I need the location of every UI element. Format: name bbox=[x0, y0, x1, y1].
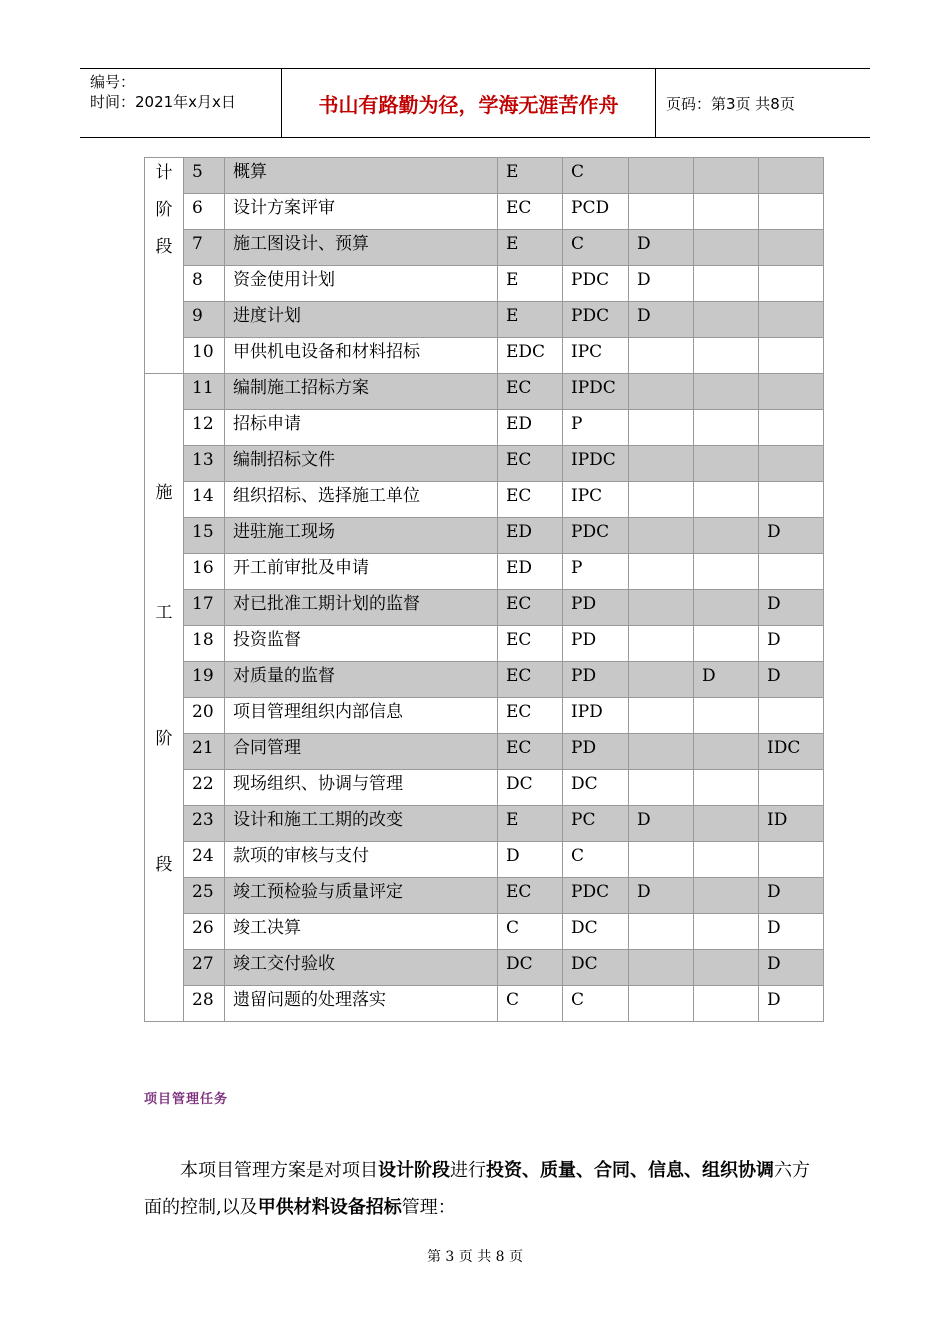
para-text-4: 管理： bbox=[401, 1197, 456, 1218]
cell-c4 bbox=[694, 770, 759, 806]
cell-c1: D bbox=[498, 842, 563, 878]
cell-c2: PDC bbox=[563, 266, 629, 302]
cell-task: 进驻施工现场 bbox=[225, 518, 498, 554]
cell-c5 bbox=[759, 410, 824, 446]
cell-no: 24 bbox=[184, 842, 225, 878]
cell-c5 bbox=[759, 194, 824, 230]
cell-c1: ED bbox=[498, 518, 563, 554]
cell-no: 11 bbox=[184, 374, 225, 410]
cell-c1: DC bbox=[498, 950, 563, 986]
page-header bbox=[80, 68, 870, 138]
cell-c4: D bbox=[694, 662, 759, 698]
responsibility-table bbox=[144, 157, 824, 1022]
cell-no: 9 bbox=[184, 302, 225, 338]
cell-c3 bbox=[629, 986, 694, 1022]
table-row bbox=[145, 374, 824, 410]
cell-c5 bbox=[759, 266, 824, 302]
table-row bbox=[145, 878, 824, 914]
cell-no: 21 bbox=[184, 734, 225, 770]
cell-c2: IPD bbox=[563, 698, 629, 734]
cell-c3 bbox=[629, 194, 694, 230]
table-row bbox=[145, 554, 824, 590]
cell-c4 bbox=[694, 302, 759, 338]
cell-c3: D bbox=[629, 878, 694, 914]
cell-c5 bbox=[759, 338, 824, 374]
cell-no: 13 bbox=[184, 446, 225, 482]
cell-c1: EC bbox=[498, 590, 563, 626]
cell-no: 8 bbox=[184, 266, 225, 302]
cell-c2: PD bbox=[563, 626, 629, 662]
cell-no: 25 bbox=[184, 878, 225, 914]
cell-c1: ED bbox=[498, 554, 563, 590]
table-row bbox=[145, 302, 824, 338]
cell-task: 对已批准工期计划的监督 bbox=[225, 590, 498, 626]
table-row bbox=[145, 194, 824, 230]
cell-task: 项目管理组织内部信息 bbox=[225, 698, 498, 734]
cell-c2: P bbox=[563, 554, 629, 590]
phase-char: 阶 bbox=[155, 200, 173, 220]
cell-c2: IPC bbox=[563, 482, 629, 518]
cell-no: 19 bbox=[184, 662, 225, 698]
cell-c2: C bbox=[563, 158, 629, 194]
cell-c3 bbox=[629, 158, 694, 194]
section-title: 项目管理任务 bbox=[144, 1092, 229, 1107]
cell-c5: D bbox=[759, 986, 824, 1022]
phase-char: 工 bbox=[155, 603, 173, 623]
cell-c2: PD bbox=[563, 662, 629, 698]
cell-c1: EDC bbox=[498, 338, 563, 374]
cell-no: 10 bbox=[184, 338, 225, 374]
cell-c2: IPDC bbox=[563, 374, 629, 410]
cell-c3: D bbox=[629, 230, 694, 266]
cell-task: 施工图设计、预算 bbox=[225, 230, 498, 266]
cell-no: 5 bbox=[184, 158, 225, 194]
cell-c1: C bbox=[498, 986, 563, 1022]
table-row bbox=[145, 842, 824, 878]
phase-char: 计 bbox=[155, 163, 173, 183]
table-row bbox=[145, 230, 824, 266]
cell-c3 bbox=[629, 338, 694, 374]
cell-c4 bbox=[694, 950, 759, 986]
cell-no: 27 bbox=[184, 950, 225, 986]
cell-c2: DC bbox=[563, 950, 629, 986]
header-meta bbox=[80, 69, 282, 137]
cell-c4 bbox=[694, 194, 759, 230]
cell-c2: C bbox=[563, 986, 629, 1022]
cell-c1: E bbox=[498, 230, 563, 266]
cell-task: 竣工决算 bbox=[225, 914, 498, 950]
cell-no: 26 bbox=[184, 914, 225, 950]
cell-c3 bbox=[629, 914, 694, 950]
cell-c2: DC bbox=[563, 914, 629, 950]
cell-c3 bbox=[629, 770, 694, 806]
cell-no: 23 bbox=[184, 806, 225, 842]
cell-c3: D bbox=[629, 266, 694, 302]
cell-task: 资金使用计划 bbox=[225, 266, 498, 302]
cell-c2: IPDC bbox=[563, 446, 629, 482]
cell-c1: EC bbox=[498, 446, 563, 482]
phase-design-cell bbox=[145, 158, 184, 374]
cell-c1: EC bbox=[498, 878, 563, 914]
table-row bbox=[145, 914, 824, 950]
number-label: 编号： bbox=[90, 73, 136, 91]
cell-c5 bbox=[759, 482, 824, 518]
phase-char: 阶 bbox=[155, 729, 173, 749]
cell-c4 bbox=[694, 698, 759, 734]
phase-char: 段 bbox=[155, 855, 173, 875]
table-row bbox=[145, 338, 824, 374]
cell-c2: PD bbox=[563, 734, 629, 770]
cell-task: 编制施工招标方案 bbox=[225, 374, 498, 410]
cell-c2: P bbox=[563, 410, 629, 446]
table-row bbox=[145, 950, 824, 986]
cell-task: 开工前审批及申请 bbox=[225, 554, 498, 590]
table-row bbox=[145, 734, 824, 770]
cell-no: 18 bbox=[184, 626, 225, 662]
cell-c1: EC bbox=[498, 626, 563, 662]
cell-no: 20 bbox=[184, 698, 225, 734]
cell-c4 bbox=[694, 986, 759, 1022]
cell-c4 bbox=[694, 518, 759, 554]
cell-c1: E bbox=[498, 806, 563, 842]
cell-c4 bbox=[694, 554, 759, 590]
cell-c2: PC bbox=[563, 806, 629, 842]
cell-c5 bbox=[759, 770, 824, 806]
cell-c5 bbox=[759, 158, 824, 194]
cell-c5 bbox=[759, 230, 824, 266]
cell-task: 编制招标文件 bbox=[225, 446, 498, 482]
cell-c1: EC bbox=[498, 662, 563, 698]
cell-c4 bbox=[694, 338, 759, 374]
cell-c2: PDC bbox=[563, 518, 629, 554]
table-row bbox=[145, 446, 824, 482]
cell-c5 bbox=[759, 842, 824, 878]
cell-c3: D bbox=[629, 806, 694, 842]
cell-c3 bbox=[629, 590, 694, 626]
cell-c1: E bbox=[498, 158, 563, 194]
phase-char: 段 bbox=[155, 237, 173, 257]
cell-c4 bbox=[694, 626, 759, 662]
cell-c3 bbox=[629, 662, 694, 698]
cell-c5: D bbox=[759, 950, 824, 986]
cell-no: 28 bbox=[184, 986, 225, 1022]
cell-c3 bbox=[629, 626, 694, 662]
cell-c3 bbox=[629, 482, 694, 518]
cell-c2: PCD bbox=[563, 194, 629, 230]
time-label: 时间：2021年x月x日 bbox=[90, 93, 236, 111]
cell-c5 bbox=[759, 446, 824, 482]
cell-c1: DC bbox=[498, 770, 563, 806]
cell-c1: EC bbox=[498, 482, 563, 518]
cell-c5: D bbox=[759, 518, 824, 554]
table-row bbox=[145, 590, 824, 626]
cell-c3 bbox=[629, 734, 694, 770]
table-row bbox=[145, 158, 824, 194]
cell-c4 bbox=[694, 446, 759, 482]
cell-c3 bbox=[629, 446, 694, 482]
table-row bbox=[145, 662, 824, 698]
cell-task: 投资监督 bbox=[225, 626, 498, 662]
cell-no: 15 bbox=[184, 518, 225, 554]
cell-c1: ED bbox=[498, 410, 563, 446]
header-page-label: 页码：第3页 共8页 bbox=[666, 94, 795, 113]
cell-c2: PD bbox=[563, 590, 629, 626]
table-row bbox=[145, 410, 824, 446]
cell-c1: E bbox=[498, 302, 563, 338]
cell-task: 竣工交付验收 bbox=[225, 950, 498, 986]
cell-c5: IDC bbox=[759, 734, 824, 770]
cell-c4 bbox=[694, 806, 759, 842]
cell-c5 bbox=[759, 554, 824, 590]
cell-task: 合同管理 bbox=[225, 734, 498, 770]
cell-c2: PDC bbox=[563, 878, 629, 914]
table-row bbox=[145, 518, 824, 554]
cell-c4 bbox=[694, 158, 759, 194]
cell-c3: D bbox=[629, 302, 694, 338]
cell-c4 bbox=[694, 590, 759, 626]
para-bold-3: 甲供材料设备招标 bbox=[257, 1197, 402, 1218]
table-row bbox=[145, 266, 824, 302]
cell-c1: EC bbox=[498, 374, 563, 410]
cell-task: 对质量的监督 bbox=[225, 662, 498, 698]
cell-c4 bbox=[694, 482, 759, 518]
cell-c1: C bbox=[498, 914, 563, 950]
para-text-1: 本项目管理方案是对项目 bbox=[180, 1160, 378, 1181]
cell-c2: PDC bbox=[563, 302, 629, 338]
cell-c4 bbox=[694, 374, 759, 410]
cell-c3 bbox=[629, 698, 694, 734]
cell-c2: IPC bbox=[563, 338, 629, 374]
cell-no: 16 bbox=[184, 554, 225, 590]
cell-task: 设计和施工工期的改变 bbox=[225, 806, 498, 842]
cell-c5: D bbox=[759, 662, 824, 698]
cell-c2: DC bbox=[563, 770, 629, 806]
cell-c3 bbox=[629, 410, 694, 446]
cell-c5: D bbox=[759, 878, 824, 914]
cell-c2: C bbox=[563, 842, 629, 878]
cell-c5 bbox=[759, 698, 824, 734]
cell-c1: EC bbox=[498, 194, 563, 230]
cell-c5: D bbox=[759, 626, 824, 662]
cell-no: 12 bbox=[184, 410, 225, 446]
cell-no: 6 bbox=[184, 194, 225, 230]
cell-c4 bbox=[694, 266, 759, 302]
cell-task: 概算 bbox=[225, 158, 498, 194]
cell-c5: D bbox=[759, 590, 824, 626]
cell-c4 bbox=[694, 878, 759, 914]
cell-c4 bbox=[694, 230, 759, 266]
cell-c4 bbox=[694, 842, 759, 878]
cell-c3 bbox=[629, 842, 694, 878]
cell-task: 组织招标、选择施工单位 bbox=[225, 482, 498, 518]
cell-task: 竣工预检验与质量评定 bbox=[225, 878, 498, 914]
cell-c3 bbox=[629, 374, 694, 410]
para-bold-2: 投资、质量、合同、信息、组织协调 bbox=[486, 1160, 774, 1181]
para-bold-1: 设计阶段 bbox=[378, 1160, 450, 1181]
table-row bbox=[145, 806, 824, 842]
phase-char: 施 bbox=[155, 483, 173, 503]
page-footer: 第 3 页 共 8 页 bbox=[426, 1249, 524, 1265]
table-row bbox=[145, 770, 824, 806]
cell-c1: E bbox=[498, 266, 563, 302]
table-row bbox=[145, 698, 824, 734]
para-text-3: 六方面的控制,以及 bbox=[144, 1160, 810, 1218]
intro-paragraph bbox=[144, 1152, 814, 1226]
cell-c5 bbox=[759, 302, 824, 338]
phase-construction-cell bbox=[145, 374, 184, 1022]
cell-no: 7 bbox=[184, 230, 225, 266]
cell-task: 设计方案评审 bbox=[225, 194, 498, 230]
cell-no: 14 bbox=[184, 482, 225, 518]
table-row bbox=[145, 482, 824, 518]
cell-c3 bbox=[629, 950, 694, 986]
cell-c4 bbox=[694, 410, 759, 446]
cell-c1: EC bbox=[498, 698, 563, 734]
cell-c2: C bbox=[563, 230, 629, 266]
cell-task: 现场组织、协调与管理 bbox=[225, 770, 498, 806]
cell-task: 甲供机电设备和材料招标 bbox=[225, 338, 498, 374]
cell-task: 遗留问题的处理落实 bbox=[225, 986, 498, 1022]
cell-c5: D bbox=[759, 914, 824, 950]
cell-c5 bbox=[759, 374, 824, 410]
cell-c5: ID bbox=[759, 806, 824, 842]
cell-no: 17 bbox=[184, 590, 225, 626]
cell-c4 bbox=[694, 914, 759, 950]
cell-c3 bbox=[629, 518, 694, 554]
table-row bbox=[145, 626, 824, 662]
cell-task: 进度计划 bbox=[225, 302, 498, 338]
header-motto: 书山有路勤为径，学海无涯苦作舟 bbox=[282, 69, 656, 137]
cell-c4 bbox=[694, 734, 759, 770]
cell-no: 22 bbox=[184, 770, 225, 806]
cell-c1: EC bbox=[498, 734, 563, 770]
table-row bbox=[145, 986, 824, 1022]
cell-task: 招标申请 bbox=[225, 410, 498, 446]
para-text-2: 进行 bbox=[450, 1160, 486, 1181]
cell-c3 bbox=[629, 554, 694, 590]
cell-task: 款项的审核与支付 bbox=[225, 842, 498, 878]
